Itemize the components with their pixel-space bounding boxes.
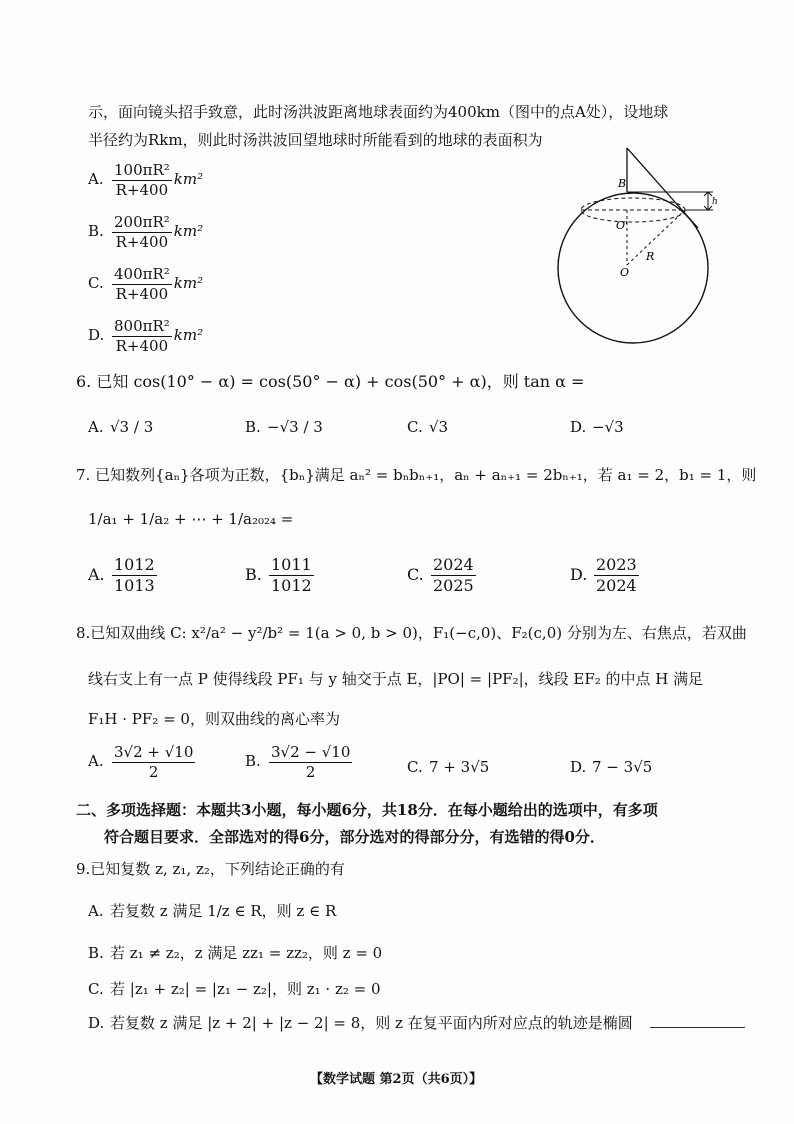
q8-line1: 8.已知双曲线 C: x²/a² − y²/b² = 1(a > 0, b > 0)，F₁(−c,0)、F₂(c,0) 分别为左、右焦点，若双曲	[76, 624, 747, 642]
q8-option-b[interactable]: B. $\frac{3√2 - √10}{2}$	[245, 743, 351, 781]
q5-option-b[interactable]: B. $\frac{\text{200πR²}}{R+400}$ km²	[88, 213, 204, 251]
q6-option-b[interactable]: B. −√3 / 3	[245, 418, 323, 436]
q7-expr: 1/a₁ + 1/a₂ + ⋯ + 1/a₂₀₂₄ =	[88, 510, 294, 528]
q6-stem: 6. 已知 cos(10° − α) = cos(50° − α) + cos(50° + α)，则 tan α =	[76, 372, 585, 391]
q5-line1: 示，面向镜头招手致意，此时汤洪波距离地球表面约为400km（图中的点A处），设地球	[88, 103, 669, 121]
label-h: h	[712, 197, 718, 207]
q5-option-d[interactable]: D. $\frac{\text{800πR²}}{R+400}$ km²	[88, 317, 204, 355]
q7-option-c[interactable]: C. $\frac{2024}{2025}$	[407, 555, 474, 595]
q6-option-a[interactable]: A. √3 / 3	[88, 418, 154, 436]
q7-option-a[interactable]: A. $\frac{1012}{1013}$	[88, 555, 155, 595]
earth-diagram	[548, 140, 738, 350]
label-o-prime: O'	[616, 219, 629, 232]
page-footer: 【数学试题 第2页（共6页）】	[310, 1072, 483, 1087]
label-o: O	[620, 266, 630, 279]
q8-line2: 线右支上有一点 P 使得线段 PF₁ 与 y 轴交于点 E，|PO| = |PF₂|，线段 EF₂ 的中点 H 满足	[88, 670, 704, 688]
q9-option-a[interactable]: A. 若复数 z 满足 1/z ∈ R，则 z ∈ R	[88, 902, 337, 920]
q5-option-c[interactable]: C. $\frac{\text{400πR²}}{R+400}$ km²	[88, 265, 204, 303]
q7-option-d[interactable]: D. $\frac{2023}{2024}$	[570, 555, 637, 595]
margin-rule	[650, 1027, 745, 1028]
q9-option-d[interactable]: D. 若复数 z 满足 |z + 2| + |z − 2| = 8，则 z 在复平面内所对应点的轨迹是椭圆	[88, 1014, 633, 1032]
label-b: B	[618, 177, 627, 190]
q5-line2: 半径约为Rkm，则此时汤洪波回望地球时所能看到的地球的表面积为	[88, 131, 543, 149]
tangent-line	[627, 148, 698, 228]
q8-option-c[interactable]: C. 7 + 3√5	[407, 758, 490, 776]
q6-option-d[interactable]: D. −√3	[570, 418, 624, 436]
q9-option-c[interactable]: C. 若 |z₁ + z₂| = |z₁ − z₂|，则 z₁ · z₂ = 0	[88, 980, 381, 998]
section2-line2: 符合题目要求．全部选对的得6分，部分选对的得部分分，有选错的得0分．	[104, 828, 605, 846]
q6-option-c[interactable]: C. √3	[407, 418, 449, 436]
label-r: R	[646, 250, 655, 263]
q8-option-a[interactable]: A. $\frac{3√2 + √10}{2}$	[88, 743, 194, 781]
earth-circle	[558, 193, 708, 343]
q9-stem: 9.已知复数 z, z₁, z₂，下列结论正确的有	[76, 860, 345, 878]
q9-option-b[interactable]: B. 若 z₁ ≠ z₂，z 满足 zz₁ = zz₂，则 z = 0	[88, 944, 383, 962]
q8-option-d[interactable]: D. 7 − 3√5	[570, 758, 653, 776]
section2-line1: 二、多项选择题：本题共3小题，每小题6分，共18分．在每小题给出的选项中，有多项	[76, 801, 658, 819]
q7-stem: 7. 已知数列{aₙ}各项为正数，{bₙ}满足 aₙ² = bₙbₙ₊₁，aₙ + aₙ₊₁ = 2bₙ₊₁，若 a₁ = 2，b₁ = 1，则	[76, 466, 757, 484]
q7-option-b[interactable]: B. $\frac{1011}{1012}$	[245, 555, 312, 595]
q8-line3: F₁H · PF₂ = 0，则双曲线的离心率为	[88, 710, 340, 728]
q5-option-a[interactable]: A. $\frac{\text{100πR²}}{R+400}$ km²	[88, 161, 204, 199]
